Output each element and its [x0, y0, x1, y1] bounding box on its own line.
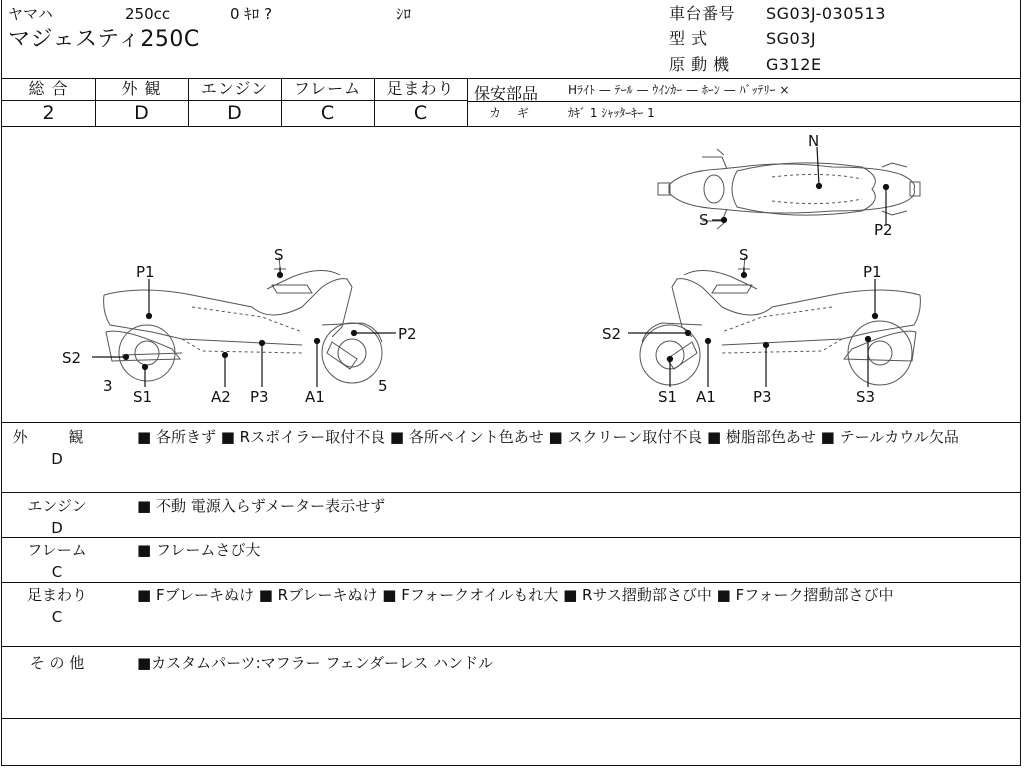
grade-value-engine: D	[227, 102, 242, 124]
safety-parts-label: 保安部品	[474, 84, 539, 103]
label-p2: P2	[398, 325, 417, 343]
grade-label-suspension: 足まわり	[386, 79, 455, 98]
remark-category-grade: C	[51, 608, 63, 626]
model-name: マジェスティ250C	[8, 27, 200, 52]
type-value: SG03J	[766, 29, 817, 48]
label-n: N	[808, 132, 820, 150]
label-s: S	[699, 211, 709, 229]
remark-category-label: 足まわり	[26, 586, 87, 604]
divider	[2, 582, 1020, 583]
key-label: カ ギ	[489, 106, 535, 120]
safety-parts-list: Hﾗｲﾄ — ﾃｰﾙ — ｳｲﾝｶｰ — ﾎｰﾝ — ﾊﾞｯﾃﾘｰ ×	[568, 83, 790, 97]
label-3: 3	[103, 377, 113, 395]
label-s3: S3	[856, 388, 876, 406]
remark-text-frame: ■ フレームさび大	[137, 541, 261, 559]
label-p3: P3	[753, 388, 772, 406]
key-value: ｶｷﾞ 1 ｼｬｯﾀｰｷｰ 1	[568, 106, 655, 120]
type-label: 型 式	[669, 29, 708, 48]
divider	[2, 100, 468, 101]
grade-label-exterior: 外 観	[121, 79, 162, 98]
diagram-labels	[62, 132, 893, 406]
remark-category-engine	[2, 495, 112, 539]
label-a1: A1	[305, 388, 325, 406]
divider	[2, 537, 1020, 538]
label-s1: S1	[133, 388, 153, 406]
divider	[468, 101, 1020, 102]
grade-label-frame: フレーム	[293, 79, 362, 98]
remark-category-suspension	[2, 584, 112, 628]
label-a1: A1	[696, 388, 716, 406]
remark-text-suspension: ■ Fブレーキぬけ ■ Rブレーキぬけ ■ Fフォークオイルもれ大 ■ Rサス摺動部さび中 ■ Fフォーク摺動部さび中	[137, 586, 894, 604]
divider	[467, 78, 468, 126]
divider	[2, 646, 1020, 647]
grade-label-overall: 総 合	[28, 79, 69, 98]
inspection-sheet	[1, 0, 1021, 766]
maker: ヤマハ	[8, 5, 53, 23]
label-p2: P2	[874, 221, 893, 239]
label-s: S	[739, 246, 749, 264]
label-p3: P3	[250, 388, 269, 406]
remark-category-label: フレーム	[27, 541, 87, 559]
color: ｼﾛ	[396, 5, 412, 23]
mileage: 0 ｷﾛ ?	[230, 5, 273, 23]
grade-value-exterior: D	[134, 102, 149, 124]
remark-text-other: ■カスタムパーツ:マフラー フェンダーレス ハンドル	[137, 654, 494, 672]
label-p1: P1	[136, 263, 155, 281]
remark-text-engine: ■ 不動 電源入らずメーター表示せず	[137, 497, 386, 515]
label-a2: A2	[211, 388, 231, 406]
label-s2: S2	[602, 325, 622, 343]
divider	[2, 492, 1020, 493]
remark-text-exterior: ■ 各所きず ■ Rスポイラー取付不良 ■ 各所ペイント色あせ ■ スクリーン取付不良 ■ 樹脂部色あせ ■ テールカウル欠品	[137, 428, 959, 446]
motorcycle-diagrams	[2, 127, 1020, 422]
divider	[2, 422, 1020, 423]
remark-category-frame	[2, 539, 112, 583]
engine-model-label: 原 動 機	[669, 55, 730, 74]
grade-value-overall: 2	[42, 102, 55, 124]
grade-label-engine: エンジン	[200, 79, 269, 98]
grade-value-suspension: C	[413, 102, 428, 124]
chassis-label: 車台番号	[669, 4, 736, 23]
label-5: 5	[378, 377, 388, 395]
divider	[2, 718, 1020, 719]
damage-diagram	[2, 127, 1020, 422]
engine-model-value: G312E	[766, 55, 822, 74]
grade-value-frame: C	[320, 102, 335, 124]
motorcycle-top-view	[658, 149, 920, 229]
label-s1: S1	[658, 388, 678, 406]
displacement: 250cc	[125, 5, 171, 23]
remark-category-label: エンジン	[27, 497, 87, 515]
label-s: S	[274, 246, 284, 264]
remark-category-exterior	[2, 426, 112, 470]
remark-category-grade: D	[51, 450, 63, 468]
remark-category-other	[2, 652, 112, 674]
remark-category-label: そ の 他	[29, 654, 85, 672]
label-p1: P1	[863, 263, 882, 281]
chassis-value: SG03J-030513	[766, 4, 886, 23]
remark-category-grade: D	[51, 519, 63, 537]
label-s2: S2	[62, 349, 82, 367]
remark-category-grade: C	[51, 563, 63, 581]
remark-category-label: 外 観	[12, 428, 102, 446]
